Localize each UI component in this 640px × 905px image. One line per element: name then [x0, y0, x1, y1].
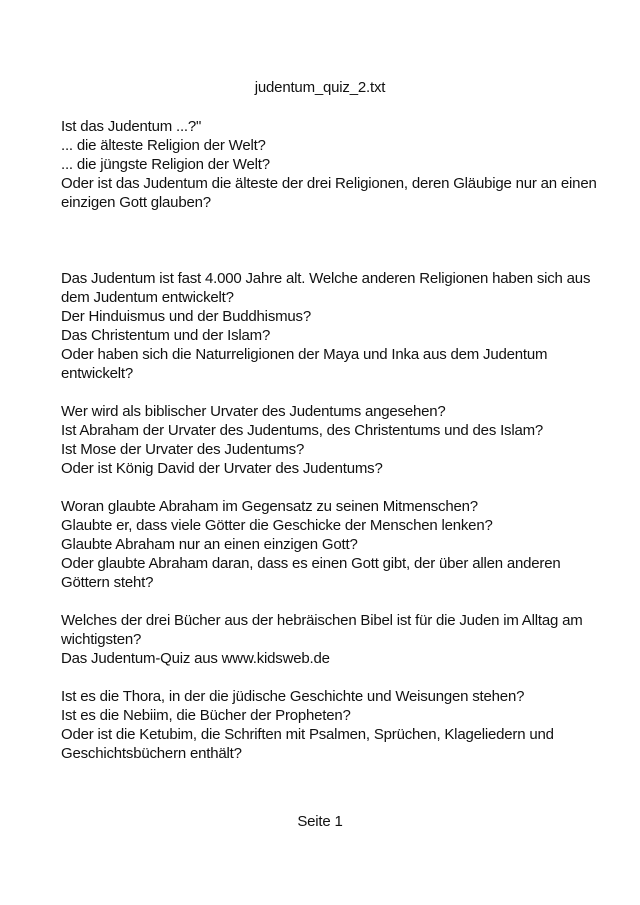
text-line: Ist es die Nebiim, die Bücher der Propheten?: [61, 707, 351, 724]
page-number: Seite 1: [297, 813, 343, 830]
paragraph-gap: [61, 478, 601, 497]
text-line: Göttern steht?: [61, 574, 154, 591]
question-block-6: [61, 687, 601, 763]
source-line: Das Judentum-Quiz aus www.kidsweb.de: [61, 650, 330, 667]
text-line: Oder glaubte Abraham daran, dass es einen Gott gibt, der über allen anderen: [61, 555, 561, 572]
paragraph-gap: [61, 212, 601, 269]
question-block-4: [61, 497, 601, 592]
text-line: ... die jüngste Religion der Welt?: [61, 156, 270, 173]
question-block-5: [61, 611, 601, 668]
text-line: wichtigsten?: [61, 631, 142, 648]
text-line: Oder ist König David der Urvater des Judentums?: [61, 460, 383, 477]
text-line: Woran glaubte Abraham im Gegensatz zu seinen Mitmenschen?: [61, 498, 478, 515]
text-line: Ist es die Thora, in der die jüdische Geschichte und Weisungen stehen?: [61, 688, 525, 705]
text-line: Oder haben sich die Naturreligionen der Maya und Inka aus dem Judentum: [61, 346, 548, 363]
text-line: ... die älteste Religion der Welt?: [61, 137, 266, 154]
text-line: Wer wird als biblischer Urvater des Judentums angesehen?: [61, 403, 446, 420]
paragraph-gap: [61, 592, 601, 611]
text-line: Oder ist die Ketubim, die Schriften mit Psalmen, Sprüchen, Klageliedern und: [61, 726, 554, 743]
text-line: Glaubte er, dass viele Götter die Geschicke der Menschen lenken?: [61, 517, 493, 534]
question-block-1: [61, 117, 601, 212]
text-line: Ist Abraham der Urvater des Judentums, des Christentums und des Islam?: [61, 422, 544, 439]
text-line: einzigen Gott glauben?: [61, 194, 211, 211]
text-line: Geschichtsbüchern enthält?: [61, 745, 242, 762]
text-line: Der Hinduismus und der Buddhismus?: [61, 308, 311, 325]
paragraph-gap: [61, 668, 601, 687]
paragraph-gap: [61, 383, 601, 402]
text-line: Ist das Judentum ...?": [61, 118, 202, 135]
document-title: judentum_quiz_2.txt: [254, 79, 386, 96]
text-line: dem Judentum entwickelt?: [61, 289, 234, 306]
question-block-3: [61, 402, 601, 478]
text-line: Oder ist das Judentum die älteste der drei Religionen, deren Gläubige nur an einen: [61, 175, 597, 192]
text-line: Das Christentum und der Islam?: [61, 327, 271, 344]
question-block-2: [61, 269, 601, 383]
text-line: Welches der drei Bücher aus der hebräischen Bibel ist für die Juden im Alltag am: [61, 612, 583, 629]
text-line: entwickelt?: [61, 365, 134, 382]
text-line: Glaubte Abraham nur an einen einzigen Gott?: [61, 536, 358, 553]
document-body: [61, 117, 601, 763]
text-line: Ist Mose der Urvater des Judentums?: [61, 441, 305, 458]
text-line: Das Judentum ist fast 4.000 Jahre alt. Welche anderen Religionen haben sich aus: [61, 270, 591, 287]
